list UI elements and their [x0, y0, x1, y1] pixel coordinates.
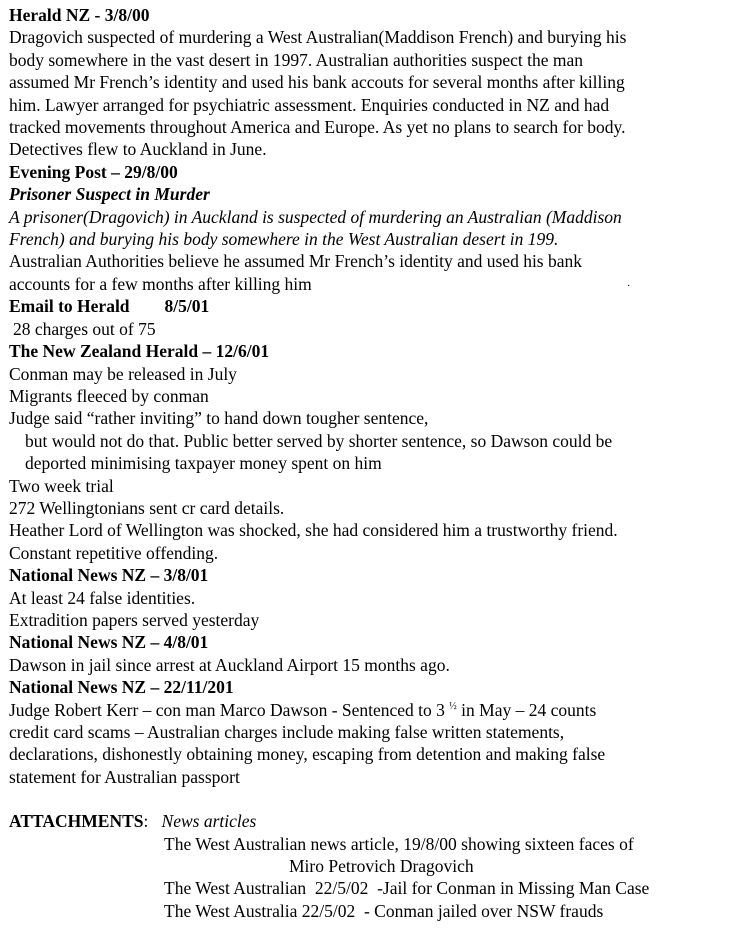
heading-national-news-2: National News NZ – 4/8/01 — [9, 632, 209, 653]
paragraph-national-news-3 — [9, 699, 729, 789]
text-line: 28 charges out of 75 — [13, 318, 156, 339]
text-line — [9, 699, 729, 721]
text-line: A prisoner(Dragovich) in Auckland is suspected of murdering an Australian (Maddison — [9, 206, 622, 227]
heading-herald-nz: Herald NZ - 3/8/00 — [9, 5, 150, 25]
heading-evening-post: Evening Post – 29/8/00 — [9, 161, 178, 182]
text-line: tracked movements throughout America and Europe. As yet no plans to search for body. — [9, 117, 626, 138]
text-line: Heather Lord of Wellington was shocked, she had considered him a trustworthy friend. — [9, 520, 618, 541]
paragraph-evening-post — [9, 206, 729, 296]
heading-national-news-3: National News NZ – 22/11/201 — [9, 677, 234, 698]
text-line: declarations, dishonestly obtaining money, escaping from detention and making false — [9, 744, 606, 765]
attachments-section — [9, 810, 729, 922]
text-line: 272 Wellingtonians sent cr card details. — [9, 497, 285, 518]
text-line: Judge said “rather inviting” to hand down tougher sentence, — [9, 408, 429, 429]
text-line: assumed Mr French’s identity and used his bank accouts for several months after killing — [9, 72, 625, 93]
text-line: him. Lawyer arranged for psychiatric assessment. Enquiries conducted in NZ and had — [9, 94, 610, 115]
text-line: but would not do that. Public better served by shorter sentence, so Dawson could be — [25, 430, 613, 451]
text-line: Detectives flew to Auckland in June. — [9, 139, 267, 160]
attachment-item: The West Australian news article, 19/8/00 showing sixteen faces of — [164, 833, 634, 854]
text-fragment: in May – 24 counts — [456, 699, 597, 720]
text-line: French) and burying his body somewhere in the West Australian desert in 199. — [9, 229, 559, 250]
text-line: At least 24 false identities. — [9, 587, 196, 608]
attachments-kind: News articles — [161, 811, 257, 832]
text-line: Dawson in jail since arrest at Auckland Airport 15 months ago. — [9, 654, 450, 675]
paragraph-herald-nz — [9, 26, 729, 160]
text-line: body somewhere in the vast desert in 1997. Australian authorities suspect the man — [9, 49, 583, 70]
text-line: Dragovich suspected of murdering a West Australian(Maddison French) and burying his — [9, 27, 627, 48]
text-line: Two week trial — [9, 475, 114, 496]
subheading-prisoner-suspect: Prisoner Suspect in Murder — [9, 184, 210, 205]
attachments-colon: : — [143, 811, 149, 832]
stray-mark: · — [627, 281, 631, 292]
text-line: accounts for a few months after killing him — [9, 273, 312, 294]
paragraph-nz-herald — [9, 363, 729, 565]
text-line: statement for Australian passport — [9, 766, 240, 787]
heading-national-news-1: National News NZ – 3/8/01 — [9, 565, 209, 586]
text-line: credit card scams – Australian charges include making false written statements, — [9, 722, 565, 742]
heading-email-to-herald: Email to Herald 8/5/01 — [9, 296, 210, 317]
attachments-label: ATTACHMENTS — [9, 811, 144, 832]
text-line: Migrants fleeced by conman — [9, 385, 209, 406]
text-line: Extradition papers served yesterday — [9, 609, 260, 630]
fraction-half: ½ — [449, 700, 457, 712]
text-fragment: Judge Robert Kerr – con man Marco Dawson - Sentenced to 3 — [9, 699, 450, 720]
attachment-item: The West Australia 22/5/02 - Conman jailed over NSW frauds — [164, 900, 604, 921]
attachments-heading — [9, 810, 729, 832]
attachment-item-continuation: Miro Petrovich Dragovich — [289, 856, 474, 877]
text-line: Conman may be released in July — [9, 363, 237, 384]
heading-nz-herald: The New Zealand Herald – 12/6/01 — [9, 341, 270, 362]
text-line: Constant repetitive offending. — [9, 542, 219, 563]
text-line: Australian Authorities believe he assumed Mr French’s identity and used his bank — [9, 251, 583, 272]
text-line: deported minimising taxpayer money spent on him — [25, 453, 382, 474]
attachment-item: The West Australian 22/5/02 -Jail for Conman in Missing Man Case — [164, 878, 650, 899]
spacer — [9, 788, 729, 810]
